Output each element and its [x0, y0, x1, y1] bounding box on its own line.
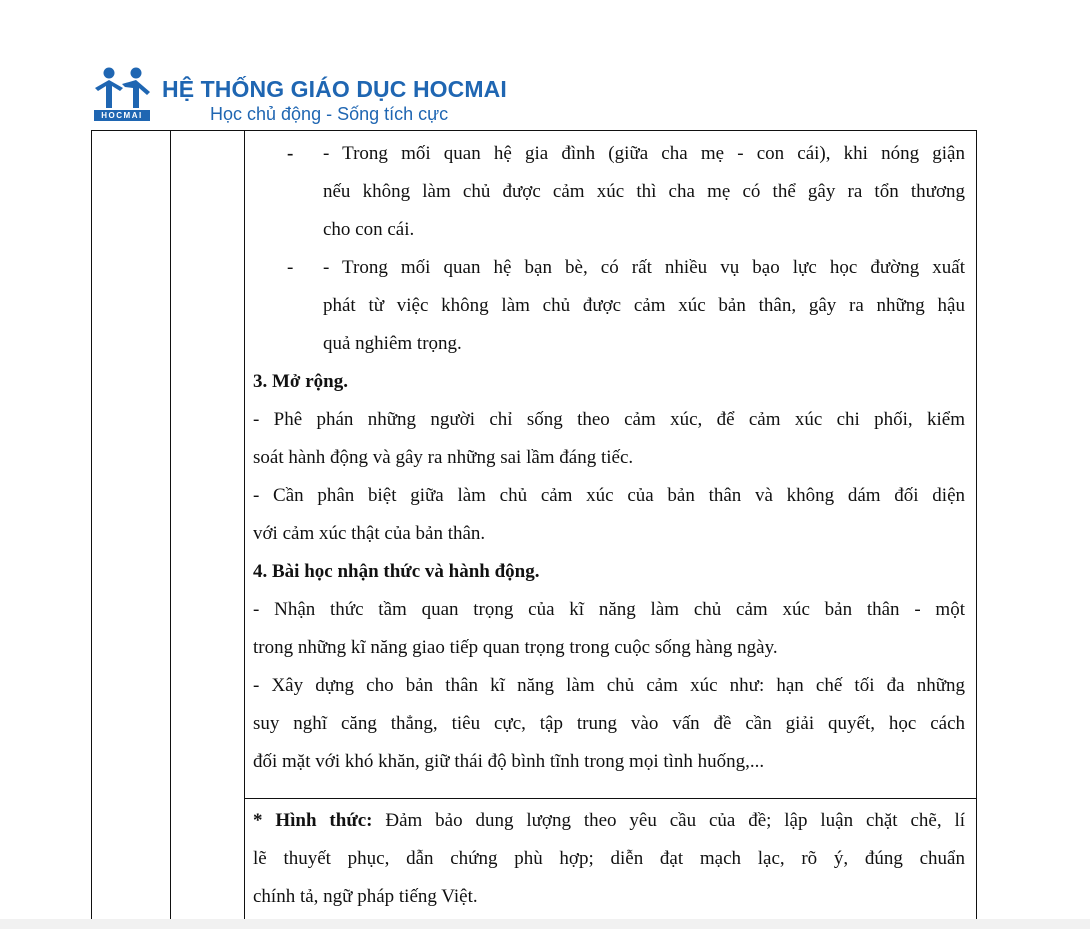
text-line: chính tả, ngữ pháp tiếng Việt. [253, 886, 478, 907]
form-criteria-cell [253, 802, 965, 916]
people-logo-icon [92, 66, 154, 112]
table-column-divider [170, 131, 171, 919]
hocmai-logo [92, 66, 154, 124]
table-column-divider [244, 131, 245, 919]
bullet-marker: - [287, 143, 294, 164]
document-header [92, 66, 792, 126]
text-line: lẽ thuyết phục, dẫn chứng phù hợp; diễn đạt mạch lạc, rõ ý, đúng chuẩn [253, 848, 965, 869]
text-line: với cảm xúc thật của bản thân. [253, 523, 486, 544]
text-line: nếu không làm chủ được cảm xúc thì cha mẹ có thể gây ra tổn thương [323, 181, 965, 202]
text-line: - Trong mối quan hệ bạn bè, có rất nhiều vụ bạo lực học đường xuất [323, 257, 965, 278]
list-item [253, 249, 965, 363]
text-line: phát từ việc không làm chủ được cảm xúc bản thân, gây ra những hậu [323, 295, 965, 316]
text-line: đối mặt với khó khăn, giữ thái độ bình tĩnh trong mọi tình huống,... [253, 751, 765, 772]
text-line [253, 802, 965, 840]
brand-title: HỆ THỐNG GIÁO DỤC HOCMAI [162, 76, 507, 102]
text-line: cho con cái. [323, 219, 415, 240]
text-line: - Xây dựng cho bản thân kĩ năng làm chủ cảm xúc như: hạn chế tối đa những [253, 675, 965, 696]
bullet-marker: - [287, 257, 294, 278]
page-bottom-edge [0, 919, 1090, 929]
text-line: - Phê phán những người chỉ sống theo cảm xúc, để cảm xúc chi phối, kiểm [253, 409, 965, 430]
table-row-divider [244, 798, 976, 799]
logo-wordmark: HOCMAI [94, 110, 150, 121]
text-line: soát hành động và gây ra những sai lầm đáng tiếc. [253, 447, 634, 468]
text-line: - Nhận thức tầm quan trọng của kĩ năng làm chủ cảm xúc bản thân - một [253, 599, 965, 620]
text-line: - Cần phân biệt giữa làm chủ cảm xúc của bản thân và không dám đối diện [253, 485, 965, 506]
form-lead: * Hình thức: [253, 810, 373, 831]
answer-cell [253, 135, 965, 781]
text-line: suy nghĩ căng thẳng, tiêu cực, tập trung vào vấn đề cần giải quyết, học cách [253, 713, 965, 734]
list-item [253, 135, 965, 249]
section-heading: 3. Mở rộng. [253, 371, 348, 392]
section-heading: 4. Bài học nhận thức và hành động. [253, 561, 540, 582]
text-line: - Trong mối quan hệ gia đình (giữa cha mẹ - con cái), khi nóng giận [323, 143, 965, 164]
brand-slogan: Học chủ động - Sống tích cực [210, 104, 449, 124]
form-text: Đảm bảo dung lượng theo yêu cầu của đề; lập luận chặt chẽ, lí [372, 810, 966, 831]
text-line: quả nghiêm trọng. [323, 333, 462, 354]
text-line: trong những kĩ năng giao tiếp quan trọng trong cuộc sống hàng ngày. [253, 637, 778, 658]
